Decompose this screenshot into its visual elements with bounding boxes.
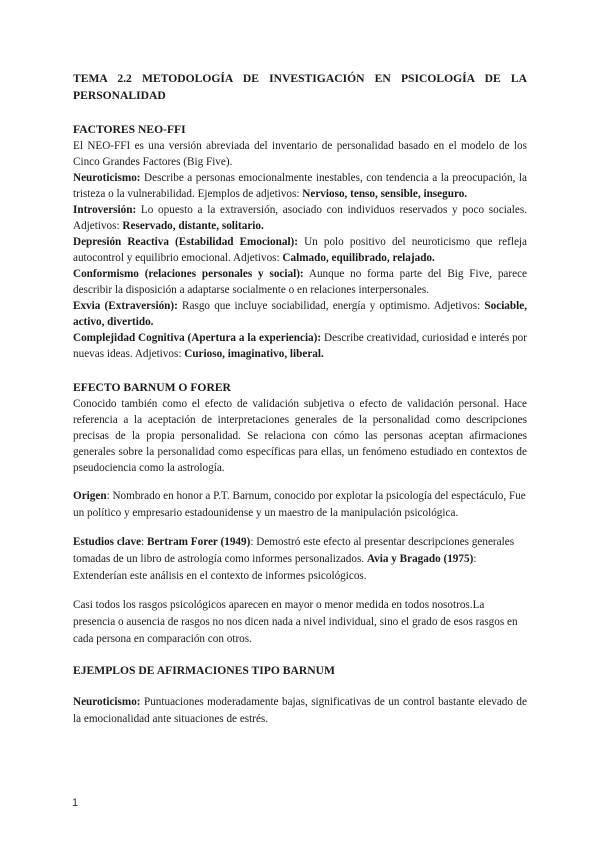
neo-term: Depresión Reactiva (Estabilidad Emocional): [73, 236, 299, 248]
barnum-intro: Conocido también como el efecto de validación subjetiva o efecto de validación personal. Hace referencia a la aceptación de interpretaciones generales de la personalidad como descripciones precisas de la propia personalidad. Se relaciona con cómo las personas aceptan afirmaciones generales sobre la personalidad como específicas para ellas, un fenómeno estudiado en contextos de pseudociencia como la astrología. [73, 398, 527, 474]
neo-adjectives: Nervioso, tenso, sensible, inseguro. [302, 188, 468, 200]
estudios-forer: Bertram Forer (1949) [146, 536, 251, 548]
document-title: TEMA 2.2 METODOLOGÍA DE INVESTIGACIÓN EN PSICOLOGÍA DE LA PERSONALIDAD [73, 72, 527, 102]
origen-text: : Nombrado en honor a P.T. Barnum, conocido por explotar la psicología del espectáculo, Fue un político y empresario estadounidense y un maestro de la manipulación psicológica. [73, 490, 526, 519]
neo-item-introversion [73, 202, 527, 234]
page-number: 1 [72, 797, 79, 809]
ejemplos-text: Puntuaciones moderadamente bajas, significativas de un control bastante elevado de la emocionalidad ante situaciones de estrés. [73, 696, 527, 725]
estudios-label: Estudios clave [73, 536, 142, 548]
neo-item-depresion-reactiva [73, 234, 527, 266]
neo-item-complejidad-cognitiva [73, 330, 527, 362]
neo-item-exvia [73, 298, 527, 330]
neo-term: Introversión: [73, 204, 137, 216]
neo-text: Lo opuesto a la extraversión, asociado con individuos reservados y poco sociales. Adjetivos: [73, 204, 527, 232]
neo-intro: El NEO-FFI es una versión abreviada del inventario de personalidad basado en el modelo de los Cinco Grandes Factores (Big Five). [73, 140, 527, 168]
document-page [73, 70, 527, 728]
neo-adjectives: Sociable, activo, divertido. [73, 300, 527, 328]
neo-term: Neuroticismo: [73, 172, 141, 184]
neo-text: Un polo positivo del neuroticismo que refleja autocontrol y equilibrio emocional. Adjetivos: [73, 236, 527, 264]
neo-item-neuroticismo [73, 170, 527, 202]
origen-label: Origen [73, 490, 107, 502]
barnum-closing: Casi todos los rasgos psicológicos aparecen en mayor o menor medida en todos nosotros.La presencia o ausencia de rasgos no nos dicen nada a nivel individual, sino el grado de esos rasgos en cada persona en comparación con otros. [73, 599, 518, 645]
ejemplos-heading: EJEMPLOS DE AFIRMACIONES TIPO BARNUM [73, 664, 335, 677]
estudios-avia-bragado: Avia y Bragado (1975) [366, 553, 474, 565]
neo-text: Aunque no forma parte del Big Five, parece describir la disposición a adaptarse socialmente o en relaciones interpersonales. [73, 268, 527, 296]
neo-term: Exvia (Extraversión): [73, 300, 178, 312]
neo-text: Describe a personas emocionalmente inestables, con tendencia a la preocupación, la tristeza o la vulnerabilidad. Ejemplos de adjetivos: [73, 172, 527, 200]
ejemplos-neuroticismo [73, 694, 527, 728]
neo-adjectives: Reservado, distante, solitario. [122, 220, 264, 232]
neo-text: Describe creatividad, curiosidad e interés por nuevas ideas. Adjetivos: [73, 332, 527, 360]
ejemplos-term: Neuroticismo: [73, 696, 141, 708]
estudios-avia-text: : Extenderían este análisis en el contexto de informes psicológicos. [73, 553, 477, 582]
barnum-heading: EFECTO BARNUM O FORER [73, 381, 231, 394]
estudios-forer-text: : Demostró este efecto al presentar descripciones generales tomadas de un libro de astrología como informes personalizados. [73, 536, 515, 565]
neo-text: Rasgo que incluye sociabilidad, energía y optimismo. Adjetivos: [177, 300, 485, 312]
estudios-sep: : [141, 536, 147, 548]
neo-adjectives: Calmado, equilibrado, relajado. [282, 252, 435, 264]
neo-item-conformismo [73, 266, 527, 298]
barnum-origen [73, 488, 527, 522]
barnum-estudios [73, 534, 527, 585]
neo-heading: FACTORES NEO-FFI [73, 123, 186, 136]
neo-adjectives: Curioso, imaginativo, liberal. [184, 348, 324, 360]
neo-term: Conformismo (relaciones personales y social): [73, 268, 304, 280]
neo-term: Complejidad Cognitiva (Apertura a la experiencia): [73, 332, 322, 344]
